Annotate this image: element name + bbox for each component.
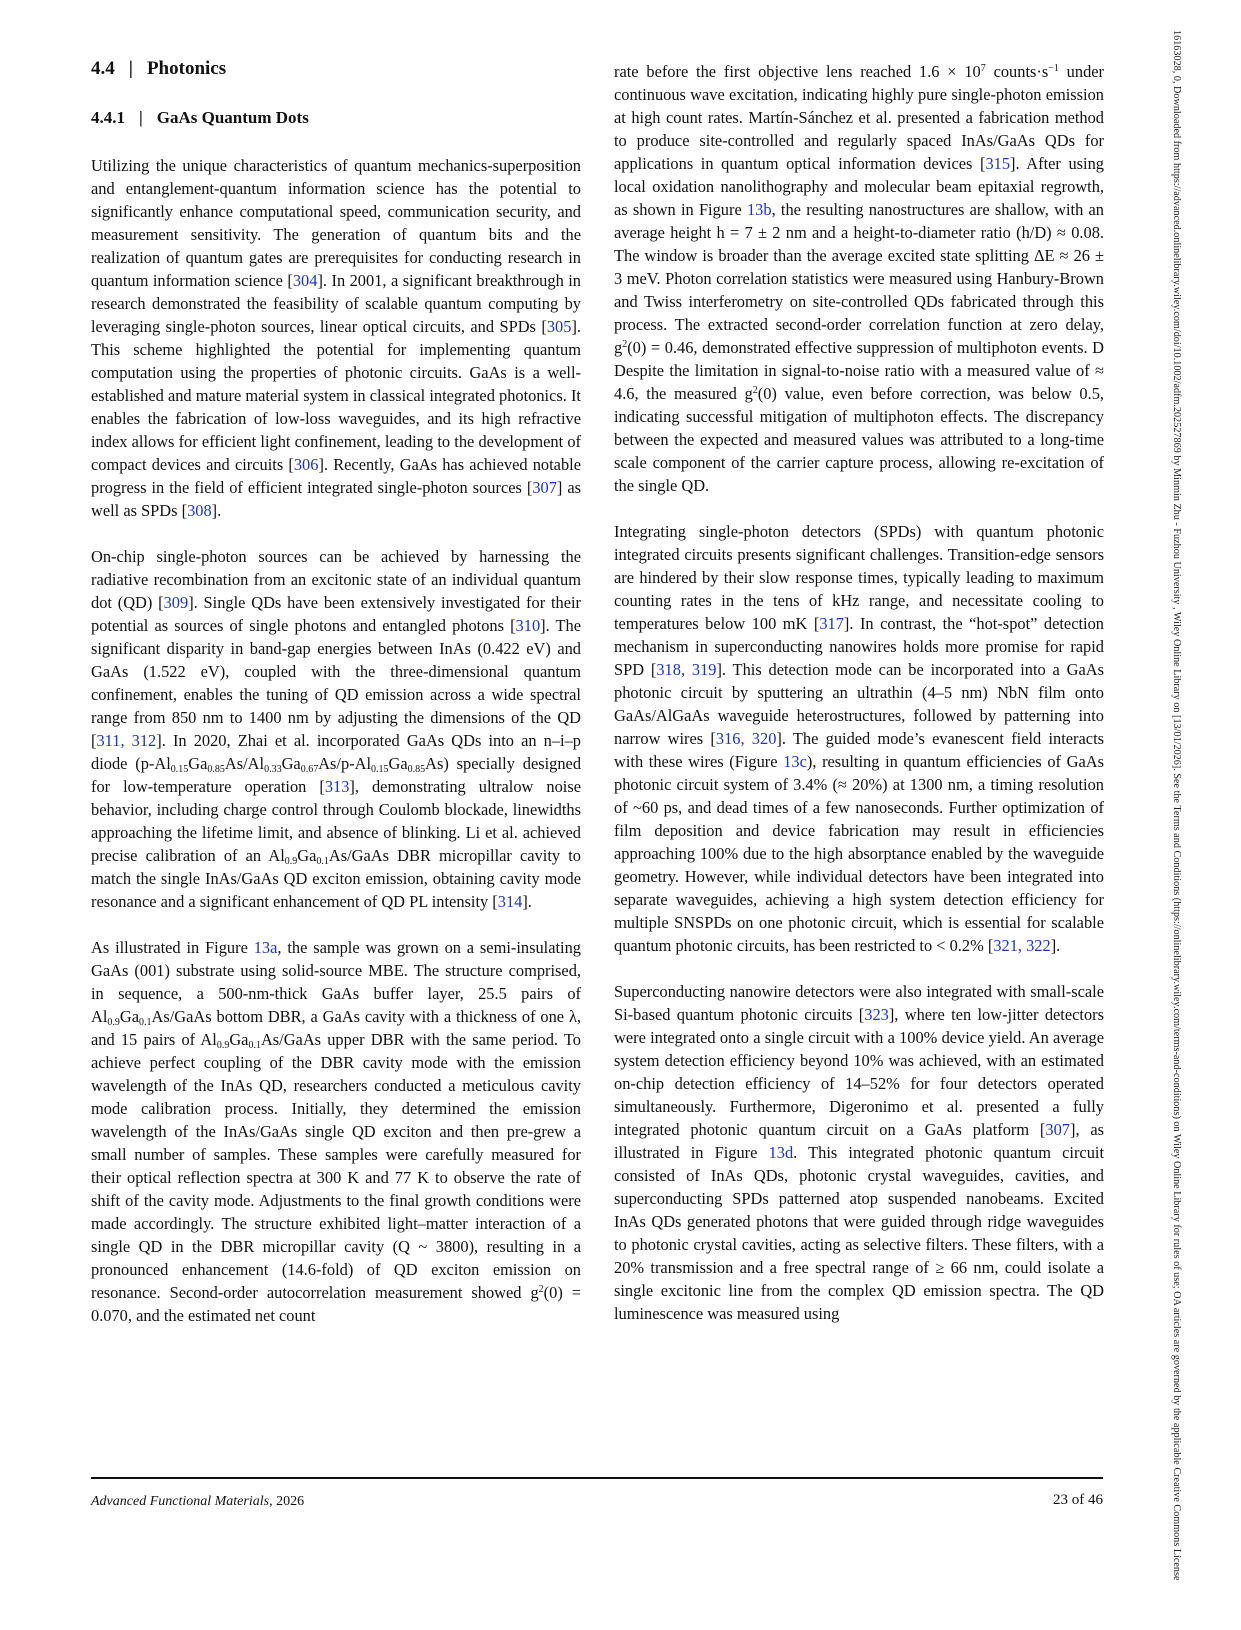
figure-link[interactable]: 13b [746,200,772,219]
footer-divider [91,1477,1103,1479]
citation-link[interactable]: 313 [324,777,350,796]
subsection-heading [91,108,309,128]
paragraph: Utilizing the unique characteristics of quantum mechanics-superposition and entanglement-quantum information science has the potential to significantly enhance computational speed, communication security, and measurement sensitivity. The generation of quantum bits and the realization of quantum gates are prerequisites for conducting research in quantum information science [304]. In 2001, a significant breakthrough in research demonstrated the feasibility of scalable quantum computing by leveraging single-photon sources, linear optical circuits, and SPDs [305]. This scheme highlighted the potential for implementing quantum computation using the properties of photonic circuits. GaAs is a well-established and mature material system in classical integrated photonics. It enables the fabrication of low-loss waveguides, and its high refractive index allows for efficient light confinement, leading to the development of compact devices and circuits [306]. Recently, GaAs has achieved notable progress in the field of efficient integrated single-photon sources [307] as well as SPDs [308]. [91,156,581,520]
right-column [614,60,1104,1325]
section-heading [91,58,226,80]
paragraph: On-chip single-photon sources can be achieved by harnessing the radiative recombination from an excitonic state of an individual quantum dot (QD) [309]. Single QDs have been extensively investigated for their potential as sources of single photons and entangled photons [310]. The significant disparity in band-gap energies between InAs (0.422 eV) and GaAs (1.522 eV), coupled with the three-dimensional quantum confinement, enables the tuning of QD emission across a wide spectral range from 850 nm to 1400 nm by adjusting the dimensions of the QD [311, 312]. In 2020, Zhai et al. incorporated GaAs QDs into an n–i–p diode $(p-Al_{0.15}Ga_{0.85}As/Al_{0.33}Ga_{0.67}As/p-Al_{0.15}Ga_{0.85}As)$ specially designed for low-temperature operation [313], demonstrating ultralow noise behavior, including charge control through Coulomb blockade, linewidths approaching the lifetime limit, and absence of blinking. Li et al. achieved precise calibration of an $Al_{0.9}Ga_{0.1}As$/GaAs DBR micropillar cavity to match the single InAs/GaAs QD exciton emission, obtaining cavity mode resonance and a significant enhancement of QD PL intensity [314]. [91,547,582,911]
citation-link[interactable]: 316, 320 [715,729,777,748]
heading-separator: | [128,58,133,79]
subsection-title: GaAs Quantum Dots [156,108,309,127]
subsection-number: 4.4.1 [91,108,125,127]
citation-link[interactable]: 306 [293,455,319,474]
citation-link[interactable]: 310 [515,616,541,635]
download-notice [1170,30,1182,1590]
citation-link[interactable]: 321, 322 [993,936,1051,955]
heading-separator: | [139,108,143,127]
citation-link[interactable]: 307 [532,478,557,497]
download-notice-text: 16163028, 0, Downloaded from https://advanced.onlinelibrary.wiley.com/doi/10.1002/adfm.202527869 by Minmin Zhu - Fuzhou University , Wiley Online Library on [13/01/2026]. See the Terms and Conditions (https://onlinelibrary.wiley.com/terms-and-conditions) on Wiley Online Library for rules of use; OA articles are governed by the applicable Creative Commons License [1171,30,1182,1581]
figure-link[interactable]: 13a [253,938,278,957]
citation-link[interactable]: 315 [985,154,1011,173]
paragraph: rate before the first objective lens reached $1.6 \times 10^7$ $counts\cdot s^{-1}$ under continuous wave excitation, indicating highly pure single-photon emission at high count rates. Martín-Sánchez et al. presented a fabrication method to produce site-controlled and regularly spaced InAs/GaAs QDs for applications in quantum optical information devices [315]. After using local oxidation nanolithography and molecular beam epitaxial regrowth, as shown in Figure 13b, the resulting nanostructures are shallow, with an average height h = 7 ± 2 nm and a height-to-diameter ratio (h/D) ≈ 0.08. The window is broader than the average excited state splitting ΔE ≈ 26 ± 3 meV. Photon correlation statistics were measured using Hanbury-Brown and Twiss interferometry on site-controlled QDs fabricated through this process. The extracted second-order correlation function at zero delay, $g^2(0) = 0.46$, demonstrated effective suppression of multiphoton events. D Despite the limitation in signal-to-noise ratio with a measured value of ≈ 4.6, the measured $g^2(0)$ value, even before correction, was below 0.5, indicating successful mitigation of multiphoton effects. The discrepancy between the expected and measured values was attributed to a long-time scale component of the carrier capture process, allowing re-excitation of the single QD. [614,62,1104,495]
figure-link[interactable]: 13c [783,752,807,771]
section-title: Photonics [146,58,227,79]
paragraph: Integrating single-photon detectors (SPDs) with quantum photonic integrated circuits presents significant challenges. Transition-edge sensors are hindered by their slow response times, typically leading to maximum counting rates in the tens of kHz range, and necessitate cooling to temperatures below 100 mK [317]. In contrast, the “hot-spot” detection mechanism in superconducting nanowires holds more promise for rapid SPD [318, 319]. This detection mode can be incorporated into a GaAs photonic circuit by sputtering an ultrathin (4–5 nm) NbN film onto GaAs/AlGaAs waveguide heterostructures, followed by patterning into narrow wires [316, 320]. The guided mode’s evanescent field interacts with these wires (Figure 13c), resulting in quantum efficiencies of GaAs photonic circuit system of 3.4% (≈ 20%) at 1300 nm, a timing resolution of ~60 ps, and dead times of a few nanoseconds. Further optimization of film deposition and device fabrication may result in efficiencies approaching 100% due to the high absorptance enabled by the waveguide geometry. However, while individual detectors have been integrated into separate waveguides, achieving a high system detection efficiency for multiple SNSPDs on one photonic circuit, which is essential for scalable quantum photonic circuits, has been restricted to < 0.2% [321, 322]. [614,522,1104,955]
citation-link[interactable]: 308 [187,501,212,520]
left-column [91,154,581,1327]
citation-link[interactable]: 304 [292,271,318,290]
section-number: 4.4 [91,58,115,79]
citation-link[interactable]: 307 [1045,1120,1070,1139]
citation-link[interactable]: 314 [497,892,523,911]
citation-link[interactable]: 311, 312 [96,731,157,750]
citation-link[interactable]: 317 [819,614,844,633]
citation-link[interactable]: 309 [163,593,189,612]
figure-link[interactable]: 13d [768,1143,794,1162]
paragraph: Superconducting nanowire detectors were also integrated with small-scale Si-based quantum photonic circuits [323], where ten low-jitter detectors were integrated onto a single circuit with a 100% device yield. An average system detection efficiency beyond 10% was achieved, with an estimated on-chip detection efficiency of 14–52% for four detectors operated simultaneously. Furthermore, Digeronimo et al. presented a fully integrated photonic quantum circuit on a GaAs platform [307], as illustrated in Figure 13d. This integrated photonic quantum circuit consisted of InAs QDs, photonic crystal waveguides, cavities, and superconducting SPDs patterned atop suspended nanobeams. Excited InAs QDs generated photons that were guided through ridge waveguides to photonic crystal cavities, acting as selective filters. These filters, with a 20% transmission and a free spectral range of ≥ 66 nm, could isolate a single excitonic line from the complex QD emission spectra. The QD luminescence was measured using [614,982,1104,1323]
journal-name: Advanced Functional Materials, 2026 [91,1494,305,1509]
page-number: 23 of 46 [1053,1492,1103,1508]
citation-link[interactable]: 323 [864,1005,889,1024]
paragraph: As illustrated in Figure 13a, the sample was grown on a semi-insulating GaAs (001) substrate using solid-source MBE. The structure comprised, in sequence, a 500-nm-thick GaAs buffer layer, 25.5 pairs of $Al_{0.9}Ga_{0.1}As$/GaAs bottom DBR, a GaAs cavity with a thickness of one λ, and 15 pairs of $Al_{0.9}Ga_{0.1}As$/GaAs upper DBR with the same period. To achieve perfect coupling of the DBR cavity mode with the emission wavelength of the InAs QD, researchers conducted a meticulous cavity mode calibration process. Initially, they determined the emission wavelength of the InAs/GaAs single QD exciton and then pre-grew a small number of samples. These samples were carefully measured for their optical reflection spectra at 300 K and 77 K to observe the rate of shift of the cavity mode. Adjustments to the final growth conditions were made accordingly. The structure exhibited light–matter interaction of a single QD in the DBR micropillar cavity (Q ~ 3800), resulting in a pronounced enhancement (14.6-fold) of QD exciton emission on resonance. Second-order autocorrelation measurement showed $g^2(0) = 0.070$, and the estimated net count [91,938,582,1325]
citation-link[interactable]: 318, 319 [656,660,717,679]
citation-link[interactable]: 305 [546,317,572,336]
